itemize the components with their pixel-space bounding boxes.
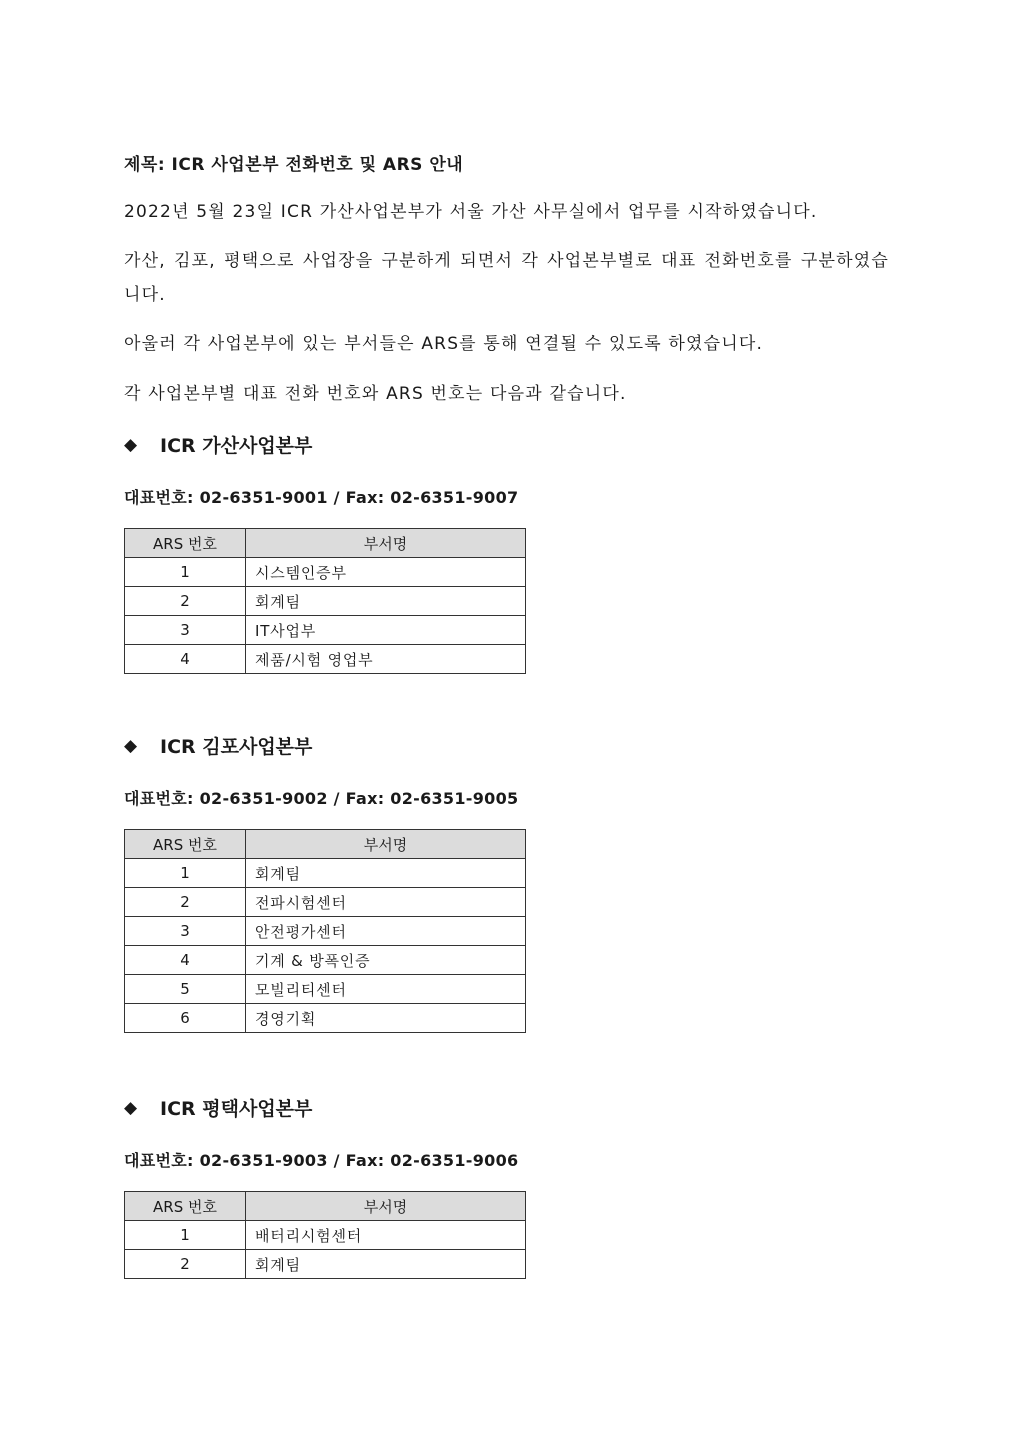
diamond-bullet-icon: ◆: [124, 735, 138, 756]
section-heading-gimpo: [124, 732, 312, 759]
table-row: [125, 616, 526, 645]
ars-number: 2: [125, 587, 246, 616]
table-header-row: [125, 830, 526, 859]
rep-number-pyeongtaek: 대표번호: 02-6351-9003 / Fax: 02-6351-9006: [124, 1151, 519, 1170]
dept-name: IT사업부: [246, 616, 526, 645]
header-dept-name: 부서명: [246, 1192, 526, 1221]
dept-name: 전파시험센터: [246, 888, 526, 917]
section-title: ICR 가산사업본부: [160, 435, 313, 457]
dept-name: 회계팀: [246, 859, 526, 888]
header-ars-number: ARS 번호: [125, 830, 246, 859]
dept-name: 안전평가센터: [246, 917, 526, 946]
dept-name: 회계팀: [246, 587, 526, 616]
section-heading-gasan: [124, 431, 312, 458]
ars-number: 5: [125, 975, 246, 1004]
table-row: [125, 1250, 526, 1279]
ars-number: 2: [125, 888, 246, 917]
ars-number: 6: [125, 1004, 246, 1033]
rep-number-gasan: 대표번호: 02-6351-9001 / Fax: 02-6351-9007: [124, 488, 519, 507]
table-row: [125, 1004, 526, 1033]
ars-number: 1: [125, 1221, 246, 1250]
intro-paragraph-3: 아울러 각 사업본부에 있는 부서들은 ARS를 통해 연결될 수 있도록 하였습니다.: [124, 334, 764, 354]
ars-number: 3: [125, 616, 246, 645]
ars-number: 4: [125, 645, 246, 674]
table-header-row: [125, 529, 526, 558]
table-header-row: [125, 1192, 526, 1221]
table-row: [125, 975, 526, 1004]
dept-name: 배터리시험센터: [246, 1221, 526, 1250]
ars-number: 1: [125, 558, 246, 587]
ars-number: 4: [125, 946, 246, 975]
header-dept-name: 부서명: [246, 529, 526, 558]
intro-paragraph-1: 2022년 5월 23일 ICR 가산사업본부가 서울 가산 사무실에서 업무를 시작하였습니다.: [124, 202, 818, 222]
table-row: [125, 1221, 526, 1250]
section-title: ICR 평택사업본부: [160, 1098, 313, 1120]
table-row: [125, 946, 526, 975]
table-row: [125, 917, 526, 946]
table-row: [125, 645, 526, 674]
ars-table-gasan: [124, 528, 526, 674]
table-row: [125, 859, 526, 888]
ars-number: 3: [125, 917, 246, 946]
dept-name: 회계팀: [246, 1250, 526, 1279]
intro-paragraph-2: 가산, 김포, 평택으로 사업장을 구분하게 되면서 각 사업본부별로 대표 전화번호를 구분하였습니다.: [124, 251, 889, 305]
diamond-bullet-icon: ◆: [124, 434, 138, 455]
ars-table-pyeongtaek: [124, 1191, 526, 1279]
table-row: [125, 888, 526, 917]
rep-number-gimpo: 대표번호: 02-6351-9002 / Fax: 02-6351-9005: [124, 789, 519, 808]
diamond-bullet-icon: ◆: [124, 1097, 138, 1118]
dept-name: 제품/시험 영업부: [246, 645, 526, 674]
table-row: [125, 558, 526, 587]
section-heading-pyeongtaek: [124, 1094, 312, 1121]
intro-paragraph-4: 각 사업본부별 대표 전화 번호와 ARS 번호는 다음과 같습니다.: [124, 384, 627, 404]
header-dept-name: 부서명: [246, 830, 526, 859]
dept-name: 기계 & 방폭인증: [246, 946, 526, 975]
ars-number: 1: [125, 859, 246, 888]
document-title: 제목: ICR 사업본부 전화번호 및 ARS 안내: [124, 155, 464, 175]
ars-table-gimpo: [124, 829, 526, 1033]
section-title: ICR 김포사업본부: [160, 736, 313, 758]
dept-name: 경영기획: [246, 1004, 526, 1033]
dept-name: 시스템인증부: [246, 558, 526, 587]
table-row: [125, 587, 526, 616]
header-ars-number: ARS 번호: [125, 529, 246, 558]
header-ars-number: ARS 번호: [125, 1192, 246, 1221]
dept-name: 모빌리티센터: [246, 975, 526, 1004]
ars-number: 2: [125, 1250, 246, 1279]
